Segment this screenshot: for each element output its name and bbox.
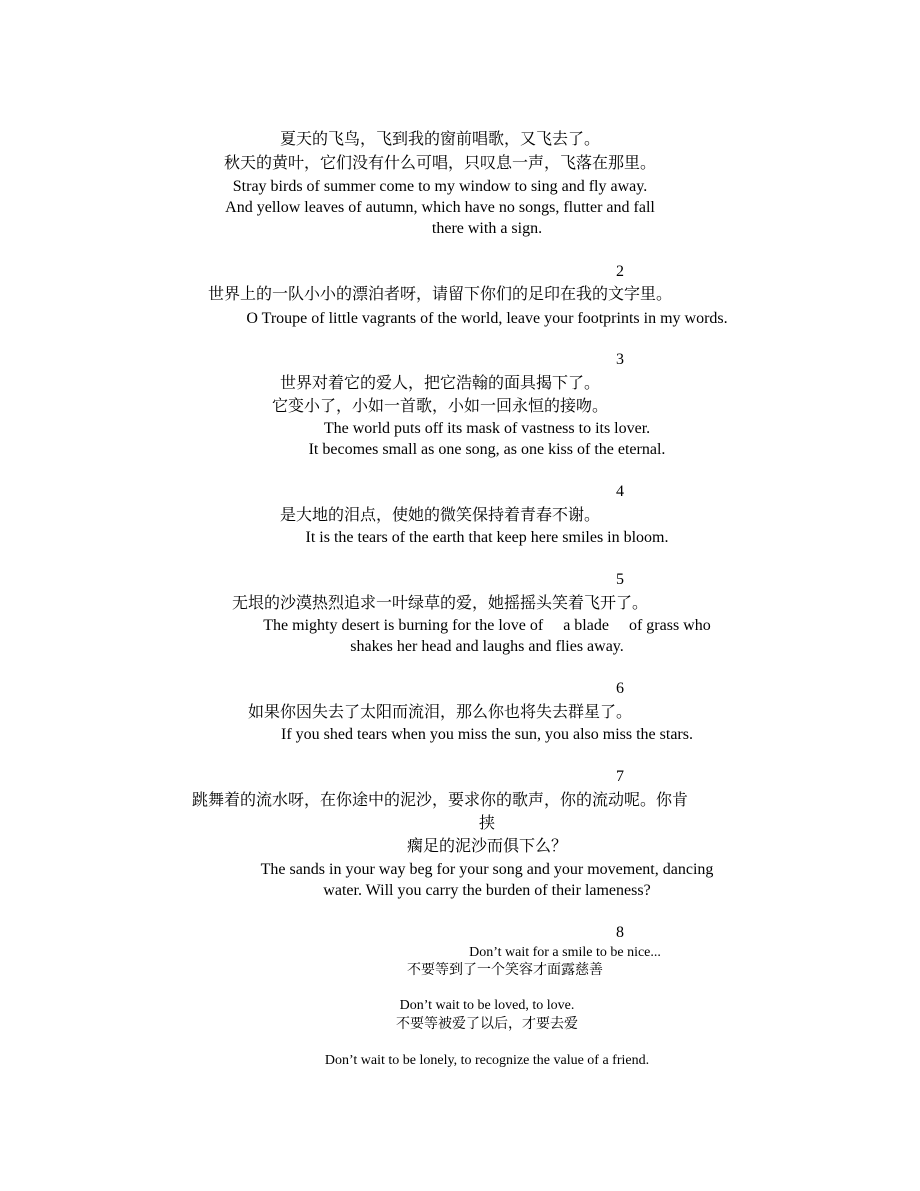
stanza-3-chinese-line-1: 世界对着它的爱人，把它浩翰的面具揭下了。 [279, 375, 600, 392]
stanza-5-english-line-2: shakes her head and laughs and flies away. [350, 638, 624, 655]
stanza-8-chinese-line-2: 不要等被爱了以后，才要去爱 [396, 1017, 578, 1032]
stanza-7-english-line-1: The sands in your way beg for your song and your movement, dancing [260, 861, 714, 878]
stanza-5-number: 5 [616, 571, 624, 588]
stanza-3-english-line-1: The world puts off its mask of vastness to its lover. [323, 420, 651, 437]
stanza-7-english-line-2: water. Will you carry the burden of their lameness? [323, 882, 651, 899]
stanza-5-english-line-1: The mighty desert is burning for the love of a blade of grass who [263, 617, 711, 634]
stanza-4-english-line-1: It is the tears of the earth that keep here smiles in bloom. [305, 529, 669, 546]
stanza-4-number: 4 [616, 483, 624, 500]
stanza-7-number: 7 [616, 768, 624, 785]
stanza-4-chinese-line-1: 是大地的泪点，使她的微笑保持着青春不谢。 [279, 507, 600, 524]
stanza-3-number: 3 [616, 351, 624, 368]
stanza-8-english-line-1: Don’t wait for a smile to be nice... [469, 945, 661, 960]
stanza-2-chinese-line-1: 世界上的一队小小的漂泊者呀，请留下你们的足印在我的文字里。 [207, 286, 672, 303]
stanza-7-chinese-line-1: 跳舞着的流水呀，在你途中的泥沙，要求你的歌声，你的流动呢。你肯 [191, 792, 688, 809]
stanza-5-chinese-line-1: 无垠的沙漠热烈追求一叶绿草的爱，她摇摇头笑着飞开了。 [231, 595, 648, 612]
stanza-7-chinese-line-3: 瘸足的泥沙而俱下么？ [406, 838, 567, 855]
stanza-6-number: 6 [616, 680, 624, 697]
stanza-2-english-line-1: O Troupe of little vagrants of the world, leave your footprints in my words. [246, 310, 728, 327]
stanza-8-chinese-line-1: 不要等到了一个笑容才面露慈善 [407, 963, 603, 978]
stanza-1-english-line-1: Stray birds of summer come to my window to sing and fly away. [232, 178, 648, 195]
stanza-1-english-line-3: there with a sign. [431, 220, 543, 237]
stanza-8-number: 8 [616, 924, 624, 941]
stanza-1-chinese-line-1: 夏天的飞鸟，飞到我的窗前唱歌，又飞去了。 [279, 131, 600, 148]
stanza-8-english-line-3: Don’t wait to be lonely, to recognize the value of a friend. [324, 1053, 650, 1068]
stanza-6-chinese-line-1: 如果你因失去了太阳而流泪，那么你也将失去群星了。 [247, 704, 632, 721]
stanza-8-english-line-2: Don’t wait to be loved, to love. [399, 998, 575, 1013]
stanza-1-chinese-line-2: 秋天的黄叶，它们没有什么可唱，只叹息一声，飞落在那里。 [223, 155, 656, 172]
stanza-7-chinese-line-2: 挟 [478, 815, 495, 832]
stanza-1-english-line-2: And yellow leaves of autumn, which have no songs, flutter and fall [225, 199, 655, 216]
stanza-2-number: 2 [616, 263, 624, 280]
stanza-6-english-line-1: If you shed tears when you miss the sun, you also miss the stars. [281, 726, 693, 743]
stanza-3-chinese-line-2: 它变小了，小如一首歌，小如一回永恒的接吻。 [271, 398, 608, 415]
stanza-3-english-line-2: It becomes small as one song, as one kiss of the eternal. [308, 441, 666, 458]
